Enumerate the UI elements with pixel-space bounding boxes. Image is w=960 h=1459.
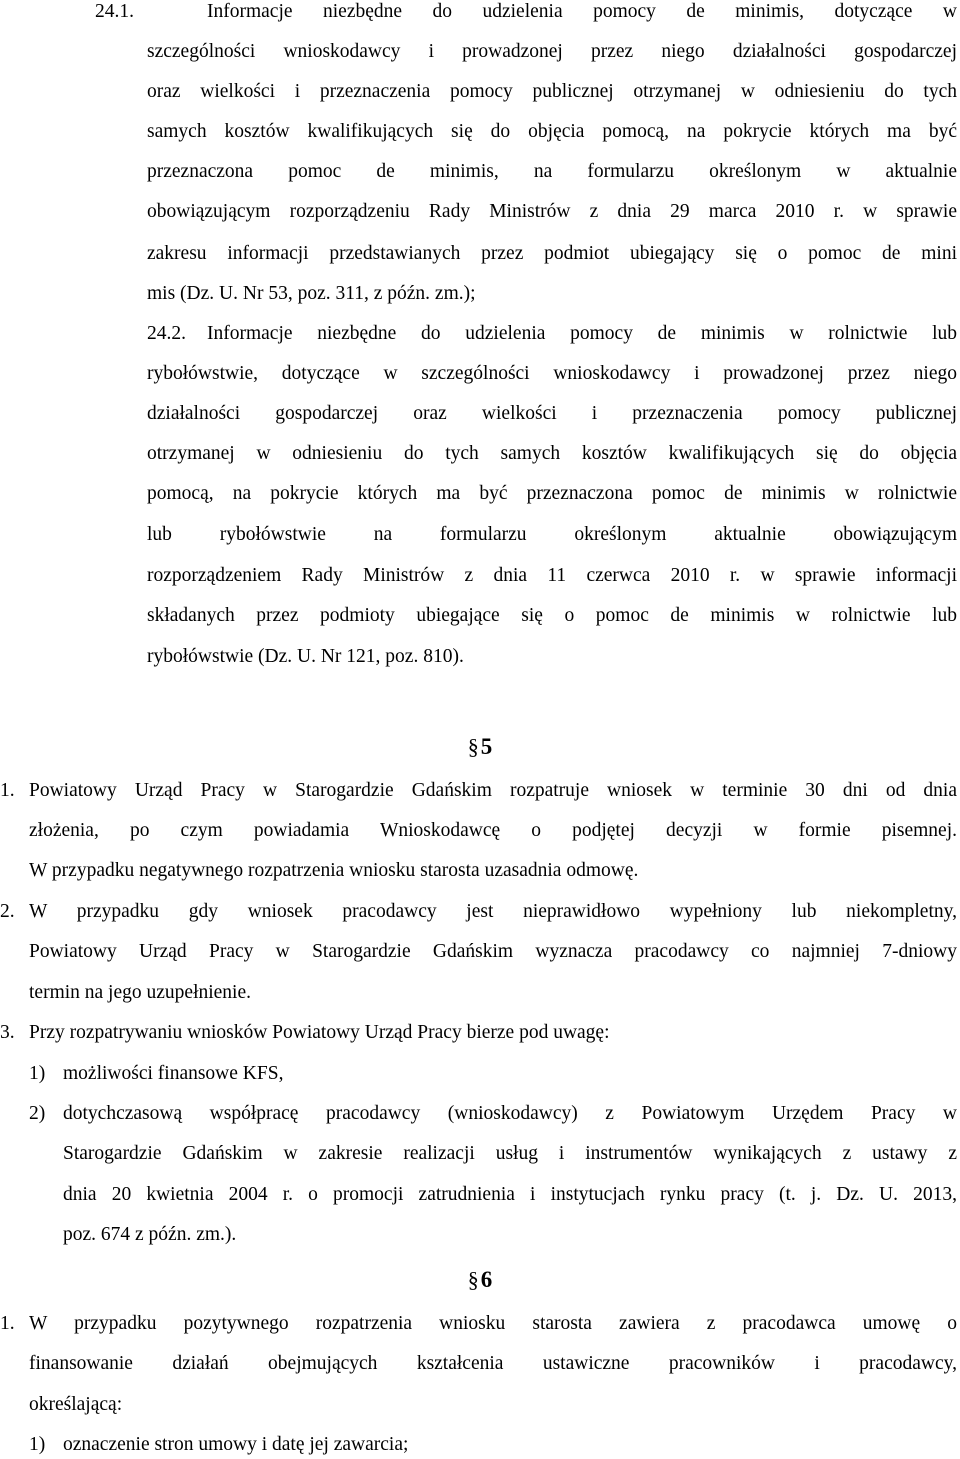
- paragraph-number: 24.2.: [147, 323, 186, 344]
- list-item-line: możliwości finansowe KFS,: [63, 1063, 284, 1084]
- paragraph-line: samych kosztów kwalifikujących się do objęcia pomocą, na pokrycie których ma być: [147, 121, 957, 142]
- paragraph-line: W przypadku gdy wniosek pracodawcy jest nieprawidłowo wypełniony lub niekompletny,: [29, 901, 957, 922]
- list-item-line: dnia 20 kwietnia 2004 r. o promocji zatrudnienia i instytucjach rynku pracy (t. j. Dz. U. 2013,: [63, 1184, 957, 1205]
- paragraph-line: Informacje niezbędne do udzielenia pomocy de minimis w rolnictwie lub: [207, 323, 957, 344]
- section-number: 5: [480, 734, 493, 759]
- paragraph-line: rybołówstwie, dotyczące w szczególności wnioskodawcy i prowadzonej przez niego: [147, 363, 957, 384]
- paragraph-line: działalności gospodarczej oraz wielkości i przeznaczenia pomocy publicznej: [147, 403, 957, 424]
- paragraph-number: 1.: [0, 780, 15, 801]
- paragraph-line: oraz wielkości i przeznaczenia pomocy publicznej otrzymanej w odniesieniu do tych: [147, 81, 957, 102]
- section-symbol: §: [467, 734, 479, 759]
- paragraph-line: przeznaczona pomoc de minimis, na formularzu określonym w aktualnie: [147, 161, 957, 182]
- paragraph-line: mis (Dz. U. Nr 53, poz. 311, z późn. zm.);: [147, 283, 476, 304]
- list-item-line: dotychczasową współpracę pracodawcy (wnioskodawcy) z Powiatowym Urzędem Pracy w: [63, 1103, 957, 1124]
- paragraph-line: otrzymanej w odniesieniu do tych samych kosztów kwalifikujących się do objęcia: [147, 443, 957, 464]
- paragraph-line: Powiatowy Urząd Pracy w Starogardzie Gdańskim wyznacza pracodawcy co najmniej 7-dniowy: [29, 941, 957, 962]
- section-heading-6: [0, 1266, 960, 1294]
- list-item-number: 1): [29, 1434, 46, 1455]
- paragraph-line: pomocą, na pokrycie których ma być przeznaczona pomoc de minimis w rolnictwie: [147, 483, 957, 504]
- section-symbol: §: [467, 1267, 479, 1292]
- paragraph-line: złożenia, po czym powiadamia Wnioskodawcę o podjętej decyzji w formie pisemnej.: [29, 820, 957, 841]
- paragraph-line: Informacje niezbędne do udzielenia pomocy de minimis, dotyczące w: [207, 1, 957, 22]
- paragraph-line: szczególności wnioskodawcy i prowadzonej przez niego działalności gospodarczej: [147, 41, 957, 62]
- list-item-line: Starogardzie Gdańskim w zakresie realizacji usług i instrumentów wynikających z ustawy z: [63, 1143, 957, 1164]
- paragraph-line: zakresu informacji przedstawianych przez podmiot ubiegający się o pomoc de mini: [147, 243, 957, 264]
- list-item-number: 1): [29, 1063, 46, 1084]
- paragraph-line: finansowanie działań obejmujących kształcenia ustawiczne pracowników i pracodawcy,: [29, 1353, 957, 1374]
- paragraph-number: 3.: [0, 1022, 15, 1043]
- paragraph-line: W przypadku pozytywnego rozpatrzenia wniosku starosta zawiera z pracodawca umowę o: [29, 1313, 957, 1334]
- list-item-number: 2): [29, 1103, 46, 1124]
- paragraph-number: 2.: [0, 901, 15, 922]
- paragraph-line: W przypadku negatywnego rozpatrzenia wniosku starosta uzasadnia odmowę.: [29, 860, 639, 881]
- paragraph-line: termin na jego uzupełnienie.: [29, 982, 252, 1003]
- list-item-line: poz. 674 z późn. zm.).: [63, 1224, 237, 1245]
- paragraph-line: składanych przez podmioty ubiegające się o pomoc de minimis w rolnictwie lub: [147, 605, 957, 626]
- paragraph-line: Powiatowy Urząd Pracy w Starogardzie Gdańskim rozpatruje wniosek w terminie 30 dni od dnia: [29, 780, 957, 801]
- section-heading-5: [0, 733, 960, 761]
- paragraph-line: rozporządzeniem Rady Ministrów z dnia 11 czerwca 2010 r. w sprawie informacji: [147, 565, 957, 586]
- section-number: 6: [480, 1267, 493, 1292]
- list-item-line: oznaczenie stron umowy i datę jej zawarcia;: [63, 1434, 409, 1455]
- paragraph-number: 1.: [0, 1313, 15, 1334]
- paragraph-line: rybołówstwie (Dz. U. Nr 121, poz. 810).: [147, 646, 464, 667]
- paragraph-line: lub rybołówstwie na formularzu określonym aktualnie obowiązującym: [147, 524, 957, 545]
- paragraph-line: obowiązującym rozporządzeniu Rady Ministrów z dnia 29 marca 2010 r. w sprawie: [147, 201, 957, 222]
- paragraph-line: określającą:: [29, 1394, 123, 1415]
- paragraph-number: 24.1.: [95, 1, 134, 22]
- paragraph-line: Przy rozpatrywaniu wniosków Powiatowy Urząd Pracy bierze pod uwagę:: [29, 1022, 610, 1043]
